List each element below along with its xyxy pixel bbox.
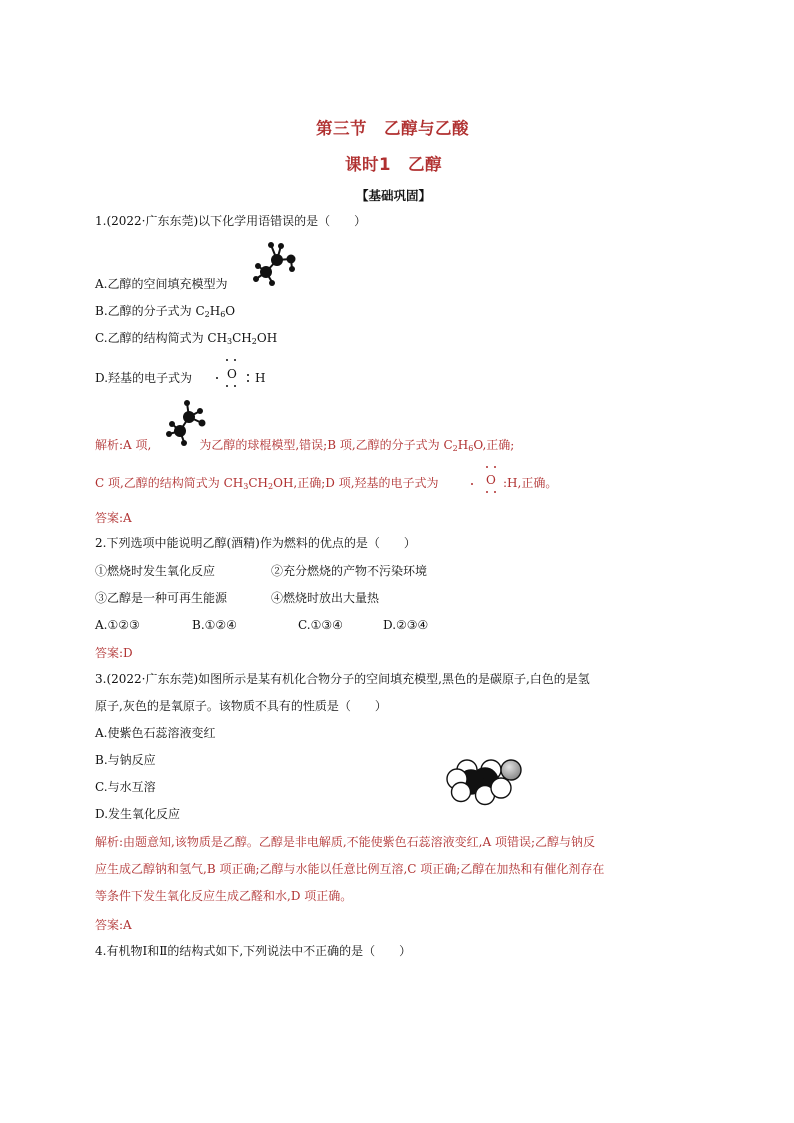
q3-option-b: B.与钠反应 <box>95 753 156 767</box>
q2-option-d: D.②③④ <box>383 618 429 632</box>
explanation-oxygen-symbol: O <box>486 473 496 487</box>
q3-option-a: A.使紫色石蕊溶液变红 <box>95 726 216 740</box>
q2-item-1: ①燃烧时发生氧化反应 <box>95 564 216 578</box>
q1-option-c: C.乙醇的结构简式为 $CH_3CH_2OH$ <box>95 331 278 346</box>
q3-option-d: D.发生氧化反应 <box>95 807 181 821</box>
q3-option-c: C.与水互溶 <box>95 780 156 794</box>
q1-stem: 1.(2022·广东东莞)以下化学用语错误的是（ ） <box>95 214 367 228</box>
q2-item-4: ④燃烧时放出大量热 <box>271 591 380 605</box>
q3-explanation-line2: 应生成乙醇钠和氢气,B 项正确;乙醇与水能以任意比例互溶,C 项正确;乙醇在加热和有催化剂存在 <box>95 862 605 876</box>
q2-item-2: ②充分燃烧的产物不污染环境 <box>271 564 428 578</box>
q2-option-a: A.①②③ <box>95 618 140 632</box>
oxygen-symbol: O <box>227 367 237 381</box>
q1-option-b: B.乙醇的分子式为 $C_2H_6O$ <box>95 304 236 319</box>
hydrogen-symbol: H <box>255 371 266 385</box>
explanation-tail: :H,正确。 <box>503 476 558 490</box>
section-title: 第三节 乙醇与乙酸 <box>316 119 469 138</box>
q2-stem: 2.下列选项中能说明乙醇(酒精)作为燃料的优点的是（ ） <box>95 536 416 550</box>
q1-option-d: D.羟基的电子式为 <box>95 371 193 385</box>
q3-stem-line2: 原子,灰色的是氧原子。该物质不具有的性质是（ ） <box>95 699 387 713</box>
ball-stick-model-image <box>244 237 300 291</box>
q2-item-3: ③乙醇是一种可再生能源 <box>95 591 228 605</box>
q4-stem: 4.有机物Ⅰ和Ⅱ的结构式如下,下列说法中不正确的是（ ） <box>95 944 412 958</box>
q2-option-c: C.①③④ <box>298 618 343 632</box>
q3-answer: 答案:A <box>95 918 132 932</box>
q2-option-b: B.①②④ <box>192 618 237 632</box>
category-heading: 【基础巩固】 <box>356 188 432 203</box>
q1-answer: 答案:A <box>95 511 132 525</box>
q2-answer: 答案:D <box>95 646 133 660</box>
q1-option-a: A.乙醇的空间填充模型为 <box>95 277 228 291</box>
q3-explanation-line1: 解析:由题意知,该物质是乙醇。乙醇是非电解质,不能使紫色石蕊溶液变红,A 项错误;乙醇与钠反 <box>95 835 596 849</box>
q1-explanation-line1: 解析:A 项, 为乙醇的球棍模型,错误;B 项,乙醇的分子式为 $C_2H_6O$,正确; <box>95 438 515 453</box>
q3-explanation-line3: 等条件下发生氧化反应生成乙醛和水,D 项正确。 <box>95 889 353 903</box>
q3-stem-line1: 3.(2022·广东东莞)如图所示是某有机化合物分子的空间填充模型,黑色的是碳原子,白色的是氢 <box>95 672 590 686</box>
space-filling-model-image <box>443 757 527 807</box>
q1-explanation-line2: C 项,乙醇的结构简式为 $CH_3CH_2OH$,正确;D 项,羟基的电子式为 <box>95 476 439 491</box>
lesson-title: 课时1 乙醇 <box>345 155 442 174</box>
